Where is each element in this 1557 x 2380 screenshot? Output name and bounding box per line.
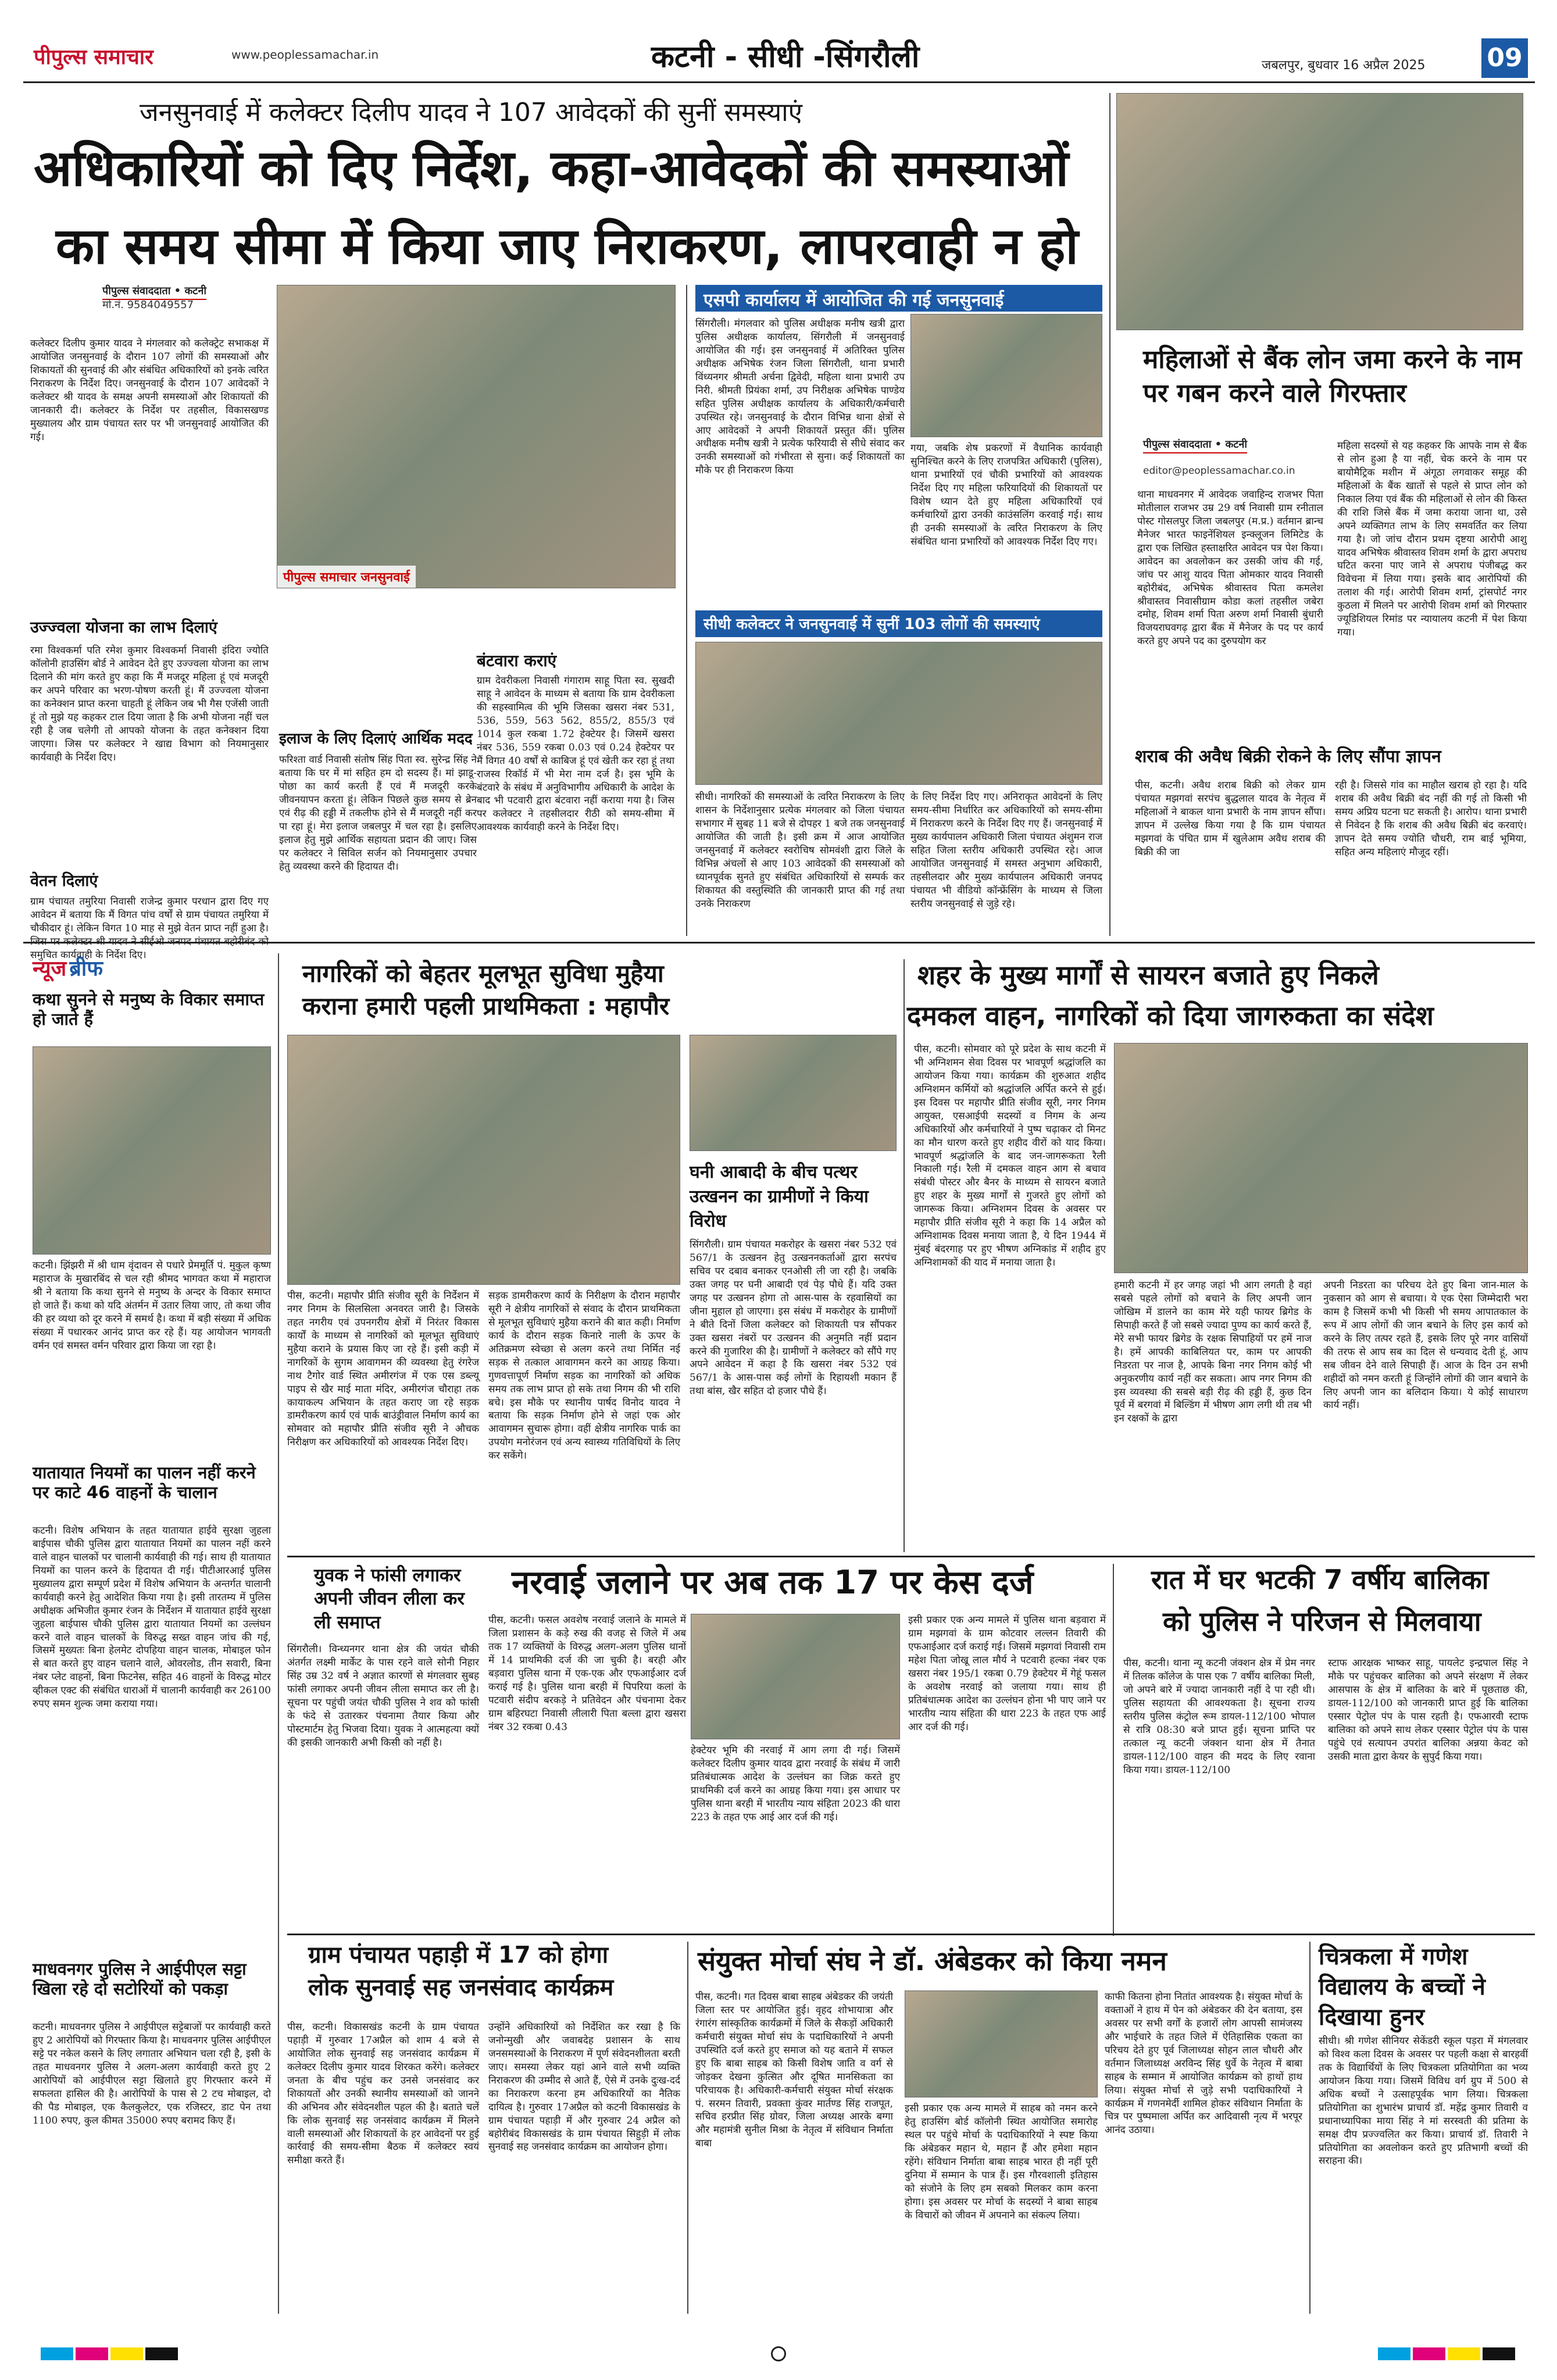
panchayat-text-left: पीस, कटनी। विकासखंड कटनी के ग्राम पंचायत पहाड़ी में गुरुवार 17अप्रैल को शाम 4 बजे से आयोजित लोक सुनवाई सह जनसंवाद कार्यक्रम में कलेक्टर दिलीप कुमार यादव शिरकत करेंगे। कलेक्टर जनता के बीच पहुंच कर उनसे जनसंवाद कर शिकायतों और उनकी स्थानीय समस्याओं को जानने की अभिनव और संवेदनशील पहल की है। बताते चलें कि लोक सुनवाई सह जनसंवाद कार्यक्रम में मिलने वाली समस्याओं और शिकायतों के हर आवेदनों पर हुई कार्रवाई की समय-सीमा बैठक में कलेक्टर स्वयं समीक्षा करते हैं। — [287, 2021, 479, 2167]
liquor-text-left: पीस, कटनी। अवैध शराब बिक्री को लेकर ग्राम पंचायत मझगवां सरपंच बुद्धलाल यादव के नेतृत्व में महिलाओं ने बाकल थाना प्रभारी के नाम ज्ञापन सौंपा। ज्ञापन में उल्लेख किया गया है कि ग्राम पंचायत मझगवां के पंचित ग्राम में खुलेआम अवैध शराब की बिक्री की जा — [1135, 780, 1326, 858]
ambedkar-text-mid: इसी प्रकार एक अन्य मामले में साहब को नमन करने हेतु हाउसिंग बोर्ड कॉलोनी स्थित आयोजित समारोह स्थल पर पहुंचे मोर्चा के पदाधिकारियों ने स्पष्ट किया कि अंबेडकर महान थे, महान हैं और हमेशा महान रहेंगे। संविधान निर्माता बाबा साहब भारत ही नहीं पूरी दुनिया में सम्मान के पात्र हैं। इस गौरवशाली इतिहास को संजोने के लिए हम सबको मिलकर काम करना होगा। इस अवसर पर मोर्चा के सदस्यों ने बाबा साहब के विचारों को जीवन में अपनाने का संकल्प लिया। — [905, 2103, 1098, 2221]
sp-hearing-text-right: गया, जबकि शेष प्रकरणों में वैधानिक कार्यवाही सुनिश्चित करने के लिए राजपत्रित अधिकारी (पुलिस), थाना प्रभारियों एवं चौकी प्रभारियों को आवश्यक निर्देश दिए गए महिला फरियादियों की शिकायतों पर विशेष ध्यान देते हुए महिला अधिकारियों एवं कर्मचारियों द्वारा उनकी काउंसलिंग करवाई गई। साथ ही उनकी समस्याओं के त्वरित निराकरण के लिए संबंधित थाना प्रभारियों को आवश्यक निर्देश दिए गए। — [910, 442, 1102, 548]
news-brief-label-1: न्यूज — [33, 957, 67, 981]
loan-email: editor@peoplessamachar.co.in — [1143, 465, 1295, 477]
fire-text-left: पीस, कटनी। सोमवार को पूरे प्रदेश के साथ कटनी में भी अग्निशमन सेवा दिवस पर भावपूर्ण श्रद्धांजलि का आयोजन किया गया। कार्यक्रम की शुरुआत शहीद अग्निशमन कर्मियों को श्रद्धांजलि अर्पित करने से हुई। इस दिवस पर महापौर प्रीति संजीव सूरी, नगर निगम आयुक्त, एसआईपी सदस्यों व निगम के अन्य अधिकारियों और कर्मचारियों ने पुष्प चढ़ाकर दो मिनट का मौन धारण करते हुए शहीद वीरों को याद किया। भावपूर्ण श्रद्धांजलि के बाद जन-जागरूकता रैली निकाली गई। रैली में दमकल वाहन आग से बचाव संबंधी पोस्टर और बैनर के माध्यम से सायरन बजाते हुए शहर के मुख्य मार्गों से गुजरते हुए लोगों को जागरूक किया। अग्निशमन दिवस के अवसर पर महापौर प्रीति संजीव सूरी ने कहा कि 14 अप्रैल को अग्निशामक दिवस मनाया जाता है, ये दिन 1944 में मुंबई बंदरगाह पर हुए भीषण अग्निकांड में शहीद हुए अग्निशामकों की याद में मनाया जाता है। — [914, 1044, 1106, 1268]
girl-headline-2: को पुलिस ने परिजन से मिलवाया — [1163, 1606, 1481, 1637]
ambedkar-headline: संयुक्त मोर्चा संघ ने डॉ. अंबेडकर को किया नमन — [698, 1945, 1167, 1977]
sp-hearing-photo — [910, 314, 1102, 437]
stubble-headline: नरवाई जलाने पर अब तक 17 पर केस दर्ज — [512, 1564, 1034, 1602]
stone-headline: घनी आबादी के बीच पत्थर उत्खनन का ग्रामीणों ने किया विरोध — [690, 1162, 869, 1231]
ambedkar-text-left: पीस, कटनी। गत दिवस बाबा साहब अंबेडकर की जयंती जिला स्तर पर आयोजित हुई। वृहद शोभायात्रा और रंगारंग सांस्कृतिक कार्यक्रमों में जिले के सैकड़ों अधिकारी कर्मचारी संयुक्त मोर्चा संघ के पदाधिकारियों ने अपनी उपस्थिति दर्ज करते हुए समाज को यह बताने में सफल हुए कि बाबा साहब को किसी विशेष जाति व वर्ग से जोड़कर देखना कुत्सित और दूषित मानसिकता का परिचायक है। अधिकारी-कर्मचारी संयुक्त मोर्चा संरक्षक पं. सरमन तिवारी, प्रवक्ता कुंवर मार्तण्ड सिंह राजपूत, सचिव हरप्रीत सिंह ग्रोवर, जिला अध्यक्ष आरके बग्गा और महामंत्री सुनील मिश्रा के नेतृत्व में संविधान निर्माता बाबा — [695, 1991, 893, 2150]
panchayat-text-right: उन्होंने अधिकारियों को निर्देशित कर रखा है कि जनोन्मुखी और जवाबदेह प्रशासन के साथ जनसमस्याओं के निराकरण में पूर्ण संवेदनशीलता बरती जाए। समस्या लेकर यहां आने वाले सभी व्यक्ति निराकरण की उम्मीद से आते हैं, ऐसे में उनके दुःख-दर्द का निराकरण करना हम अधिकारियों का नैतिक दायित्व है। गुरुवार 17अप्रैल को कटनी विकासखंड के ग्राम पंचायत पहाड़ी में और गुरुवार 24 अप्रैल को बहोरीबंद विकासखंड के ग्राम पंचायत सिहुड़ी में लोक सुनवाई सह जनसंवाद कार्यक्रम का आयोजन होगा। — [488, 2021, 680, 2153]
column-rule — [687, 1942, 688, 2314]
ambedkar-photo — [905, 1991, 1098, 2097]
sp-hearing-title: एसपी कार्यालय में आयोजित की गई जनसुनवाई — [695, 285, 1102, 312]
swatch-magenta — [76, 2347, 108, 2360]
swatch-cyan — [41, 2347, 73, 2360]
mayor-headline-1: नागरिकों को बेहतर मूलभूत सुविधा मुहैया — [302, 959, 664, 988]
loan-text-left: थाना माधवनगर में आवेदक जवाहिन्द राजभर पिता मोतीलाल राजभर उम्र 29 वर्ष निवासी ग्राम रनीताल पोस्ट गोसलपुर जिला जबलपुर (म.प्र.) वर्तमान ब्रान्च मैनेजर भारत फाइनेंशियल इन्क्लूजन लिमिटेड के द्वारा एक लिखित हस्ताक्षरित आवेदन पत्र पेश किया। आवेदन का अवलोकन कर उसकी जांच की गई, जांच पर आशु यादव पिता ओमकार यादव निवासी बहोरीबंद, अभिषेक श्रीवास्तव पिता कमलेश श्रीवास्तव निवासीग्राम कोडा कलां तहसील जबेरा दमोह, शिवम शर्मा पिता अरुण शर्मा निवासी बुंधारी विजयराघवगढ़ द्वारा बैंक में मैनेजर के पद पर कार्य करते हुए अपने पद का दुरुपयोग कर — [1137, 489, 1323, 648]
stubble-text-mid: हेक्टेयर भूमि की नरवाई में आग लगा दी गई। जिसमें कलेक्टर दिलीप कुमार यादव द्वारा नरवाई के संबंध में जारी प्रतिबंधात्मक आदेश के उल्लंघन का जिक्र करते हुए प्राथमिकी दर्ज करने का आग्रह किया गया। इस आधार पर पुलिस थाना बरही में भारतीय न्याय संहिता 2023 की धारा 223 के तहत एफ आई आर दर्ज की गई। — [691, 1745, 900, 1823]
police-photo — [1116, 93, 1523, 330]
mayor-photo — [287, 1035, 680, 1285]
news-brief-label-2: ब्रीफ — [69, 957, 103, 981]
column-rule — [1113, 1564, 1114, 1936]
lead-text-3: फरिश्ता वार्ड निवासी संतोष सिंह पिता स्व. सुरेन्द्र सिंह ने बताया कि घर में मां सहित हम दो सदस्य हैं। मां झाडू-पोछा का कार्य करती हैं एवं मैं मजदूरी करके जीवनयापन करता हूं। लेकिन पिछले कुछ समय से ब्रेन एवं रीढ़ की हड्डी में तकलीफ होने से मैं मजदूरी नहीं कर पा रहा हूं। मेरा इलाज जबलपुर में चल रहा है। इसलिए इलाज हेतु मुझे आर्थिक सहायता प्रदान की जाए। जिस पर कलेक्टर ने सिविल सर्जन को नियमानुसार उपचार हेतु व्यवस्था करने की हिदायत दी। — [279, 754, 477, 873]
column-rule — [904, 959, 905, 1552]
brief-3-text: कटनी। माधवनगर पुलिस ने आईपीएल सट्टेबाजों पर कार्यवाही करते हुए 2 आरोपियों को गिरफ्तार किया है। माधवनगर पुलिस आईपीएल सट्टे पर नकेल कसने के लिए लगातार अभियान चला रही है, इसी के तहत माधवनगर पुलिस ने अलग-अलग कार्यवाही करते हुए 2 आरोपियों को आईपीएल सट्टा खिलाते हुए गिरफ्तार करने में सफलता हासिल की है। आरोपियों के पास से 2 टच मोबाइल, दो की पैड मोबाइल, एक कैलकुलेटर, एक रजिस्टर, डाट पेन तथा 1100 रुपए, कुल कीमत 35000 रुपए बरामद किए हैं। — [33, 2021, 271, 2127]
swatch-black — [1483, 2347, 1515, 2360]
painting-headline: चित्रकला में गणेश विद्यालय के बच्चों ने दिखाया हुनर — [1319, 1943, 1485, 2031]
stone-text: सिंगरौली। ग्राम पंचायत मकरोहर के खसरा नंबर 532 एवं 567/1 के उत्खनन हेतु उत्खननकर्ताओं द्वारा सरपंच सचिव पर दबाव बनाकर एनओसी ली जा रही है। जबकि उक्त जगह पर घनी आबादी एवं पेड़ पौधे हैं। यदि उक्त जगह पर उत्खनन होगा तो आस-पास के रहवासियों का जीना मुहाल हो जाएगा। इस संबंध में मकरोहर के ग्रामीणों ने बीते दिनों जिला कलेक्टर को शिकायती पत्र सौंपकर उक्त खसरा नंबरों पर उत्खनन की अनुमति नहीं प्रदान करने की गुजारिश की है। ग्रामीणों ने कलेक्टर को सौंपे गए अपने आवेदन में कहा है कि खसरा नंबर 532 एवं 567/1 के आस-पास कई लोगों के रिहायशी मकान हैं तथा बांस, खैर सहित दो हजार पौधे हैं। — [690, 1239, 897, 1398]
sidhi-hearing-text-right: के लिए निर्देश दिए गए। अनिराकृत आवेदनों के लिए समय-सीमा निर्धारित कर अधिकारियों को समय-सीमा में निराकरण करने के निर्देश दिए गए हैं। जनसुनवाई में मुख्य कार्यपालन अधिकारी जिला पंचायत अंशुमन राज सहित जिला स्तरीय अधिकारी उपस्थित रहे। आज आयोजित जनसुनवाई में समस्त अनुभाग अधिकारी, तहसीलदार और मुख्य कार्यपालन अधिकारी जनपद पंचायत भी वीडियो कॉन्फ्रेंसिंग के माध्यम से जिला स्तरीय जनसुनवाई से जुड़े रहे। — [910, 791, 1102, 910]
fire-text-right: अपनी निडरता का परिचय देते हुए बिना जान-माल के नुकसान को आग से बचाया। ये एक ऐसा जिम्मेदारी भरा काम है जिसमें कभी भी किसी भी समय आपातकाल के रूप में आप लोगों की जान बचाने के लिए इस कार्य को करने के लिए तत्पर रहते हैं, इसके लिए पूरे नगर वासियों की तरफ से आप सब का दिल से धन्यवाद देती हूं, आप सब जीवन देने वाले सिपाही हैं। आज के दिन उन सभी शहीदों को नमन करती हूं जिन्होंने लोगों की जान बचाने के लिए अपनी जान का बलिदान किया। ये कोई साधारण कार्य नहीं। — [1323, 1280, 1528, 1411]
youth-text: सिंगरौली। विन्ध्यनगर थाना क्षेत्र की जयंत चौकी अंतर्गत लक्ष्मी मार्केट के पास रहने वाले सोनी निहार सिंह उम्र 32 वर्ष ने अज्ञात कारणों से मंगलवार सुबह फांसी लगाकर अपनी जीवन लीला समाप्त कर ली है। सूचना पर पहुंची जयंत चौकी पुलिस ने शव को फांसी के फंदे से उतारकर पंचनामा तैयार किया और पोस्टमार्टम हेतु भिजवा दिया। युवक ने आत्महत्या क्यों की इसकी जानकारी अभी किसी को नहीं है। — [287, 1643, 479, 1749]
painting-text: सीधी। श्री गणेश सीनियर सेकेंडरी स्कूल पड़रा में मंगलवार को विश्व कला दिवस के अवसर पर पहली कक्षा से बारहवीं तक के विद्यार्थियों के लिए चित्रकला प्रतियोगिता का भव्य आयोजन किया गया। जिसमें विविध वर्ग ग्रुप में 500 से अधिक बच्चों ने उत्साहपूर्वक भाग लिया। चित्रकला प्रतियोगिता का शुभारंभ प्राचार्य डॉ. महेंद्र कुमार तिवारी व प्रधानाध्यापिका माया सिंह ने मां सरस्वती की प्रतिमा के समक्ष दीप प्रज्ज्वलित कर किया। प्राचार्य डॉ. तिवारी ने प्रतियोगिता का अवलोकन करते हुए प्रतिभागी बच्चों की सराहना की। — [1319, 2035, 1528, 2167]
loan-headline: महिलाओं से बैंक लोन जमा करने के नाम पर गबन करने वाले गिरफ्तार — [1143, 345, 1522, 409]
liquor-headline: शराब की अवैध बिक्री रोकने के लिए सौंपा ज्ञापन — [1135, 746, 1441, 767]
swatch-magenta — [1413, 2347, 1445, 2360]
fire-headline-1: शहर के मुख्य मार्गों से सायरन बजाते हुए निकले — [917, 959, 1379, 991]
stubble-text-right: इसी प्रकार एक अन्य मामले में पुलिस थाना बड़वारा में ग्राम मझगवां के ग्राम कोटवार लल्लन तिवारी की एफआईआर दर्ज कराई गई। जिसमें मझगवां निवासी राम महेश पिता जोखू लाल मौर्य ने पटवारी हल्का नंबर एक खसरा नंबर 195/1 रकबा 0.79 हेक्टेयर में गेहूं फसल के अवशेष नरवाई को जलाया गया। साथ ही प्रतिबंधात्मक आदेश का उल्लंघन होना भी पाए जाने पर भारतीय न्याय संहिता की धारा 223 के तहत एफ आई आर दर्ज की गई। — [908, 1614, 1106, 1733]
swatch-yellow — [110, 2347, 143, 2360]
website-url: www.peoplessamachar.in — [231, 48, 379, 62]
loan-text-right: महिला सदस्यों से यह कहकर कि आपके नाम से बैंक से लोन हुआ है या नहीं, चेक करने के नाम पर बायोमैट्रिक मशीन में अंगूठा लगवाकर समूह की महिलाओं के बैंक खातों से पहले से प्राप्त लोन को निकाल लिया एवं बैंक की महिलाओं से लोन की किस्त की राशि जिसे बैंक में जमा कराया जाना था, उसे अपने व्यक्तिगत लाभ के लिए समवर्तित कर लिया गया है। जो जांच दौरान प्रथम दृष्टया आरोपी आशु यादव अभिषेक श्रीवास्तव शिवम शर्मा के द्वारा अपराध घटित करना पाए जाने से अपराध पंजीबद्ध कर विवेचना में लिया गया। इसके बाद आरोपियों की तलाश की गई। आरोपी शिवम शर्मा, ट्रांसपोर्ट नगर कुठला में मिलने पर आरोपी शिवम शर्मा को गिरफ्तार ज्यूडिशियल रिमांड पर न्यायालय कटनी में पेश किया गया। — [1337, 440, 1527, 639]
lead-mobile: मो.नं. 9584049557 — [102, 299, 194, 311]
road-photo — [690, 1035, 897, 1151]
news-brief-label — [33, 953, 265, 985]
mayor-text-left: पीस, कटनी। महापौर प्रीति संजीव सूरी के निर्देशन में नगर निगम के सिलसिला अनवरत जारी है। जिसके तहत नगरीय एवं उपनगरीय क्षेत्रों में निरंतर विकास कार्यों के माध्यम से नागरिकों को मूलभूत सुविधाएं मुहैया कराने के प्रयास किए जा रहे हैं। इसी कड़ी में नागरिकों के सुगम आवागमन की व्यवस्था हेतु रंगरेज नाथ टैगोर वार्ड स्थित अमीरगंज में एक एस डब्ल्यू पाइप से खैर माई माता मंदिर, अमीरगंज चौराहा तक कायाकल्प अभियान के तहत कराए जा रहे सड़क डामरीकरण कार्य एवं पार्क बाउंड्रीवाल निर्माण कार्य का सोमवार को महापौर प्रीति संजीव सूरी ने औचक निरीक्षण कर अधिकारियों को आवश्यक निर्देश दिए। — [287, 1290, 479, 1449]
lead-headline-1: अधिकारियों को दिए निर्देश, कहा-आवेदकों की समस्याओं — [34, 140, 1069, 198]
lead-byline: पीपुल्स संवाददाता • कटनी — [102, 284, 206, 300]
lead-headline-2: का समय सीमा में किया जाए निराकरण, लापरवाही न हो — [56, 217, 1079, 276]
dateline: जबलपुर, बुधवार 16 अप्रैल 2025 — [1262, 58, 1426, 73]
brief-1-text: कटनी। झिंझरी में श्री धाम वृंदावन से पधारे प्रेममूर्ति पं. मुकुल कृष्ण महाराज के मुखारबिंद से चल रही श्रीमद भागवत कथा में महाराज श्री ने बताया कि कथा सुनने से मनुष्य के अन्दर के विकार समाप्त हो जाते हैं। कथा को यदि अंतर्मन में उतार लिया जाए, तो कथा जीव की हर व्यथा को दूर करने में समर्थ है। कथा में बड़ी संख्या में अधिक संख्या में पधारकर आनंद प्राप्त कर रहे हैं। यह आयोजन भागवती वर्मन एवं समस्त वर्मन परिवार द्वारा किया जा रहा है। — [33, 1260, 271, 1352]
lead-text-1: रमा विश्वकर्मा पति रमेश कुमार विश्वकर्मा निवासी इंदिरा ज्योति कॉलोनी हाउसिंग बोर्ड ने आवेदन देते हुए उज्ज्वला योजना का लाभ दिलाने की मांग करते हुए कहा कि मैं मजदूर महिला हूं एवं मजदूरी कर अपने परिवार का भरण-पोषण करती हूं। मैं उज्ज्वला योजना का कनेक्शन प्राप्त करना चाहती हूं लेकिन जब भी गैस एजेंसी जाती हूं तो मुझे यह कहकर टाल दिया जाता है कि अभी योजना नहीं चल रही है जब चलेगी तो आपको योजना के तहत कनेक्शन दिया जाएगा। जिस पर कलेक्टर ने खाद्य विभाग को नियमानुसार कार्यवाही के निर्देश दिए। — [30, 645, 269, 763]
lead-sub-2: वेतन दिलाएं — [30, 872, 98, 890]
column-rule — [1309, 1942, 1310, 2314]
masthead — [0, 0, 1557, 81]
sidhi-hearing-title: सीधी कलेक्टर ने जनसुनवाई में सुनीं 103 लोगों की समस्याएं — [695, 610, 1102, 637]
section-rule — [23, 942, 1535, 944]
brief-1-headline: कथा सुनने से मनुष्य के विकार समाप्त हो जाते हैं — [33, 989, 265, 1030]
lead-sub-1: उज्ज्वला योजना का लाभ दिलाएं — [30, 619, 217, 637]
mayor-headline-2: कराना हमारी पहली प्राथमिकता : महापौर — [302, 992, 670, 1020]
loan-byline: पीपुल्स संवाददाता • कटनी — [1143, 437, 1247, 453]
registration-mark — [771, 2346, 786, 2361]
lead-sub-4: बंटवारा कराएं — [477, 651, 557, 670]
mayor-text-right: सड़क डामरीकरण कार्य के निरीक्षण के दौरान महापौर सूरी ने क्षेत्रीय नागरिकों से संवाद के दौरान प्राथमिकता से मूलभूत सुविधाएं मुहैया कराने की बात कही। निर्माण कार्य के दौरान सड़क किनारे नाली के ऊपर के अतिक्रमण स्वेच्छा से अलग करने तथा निर्मित नई सड़क से तत्काल आवागमन करने का आग्रह किया। गुणवत्तापूर्ण निर्माण सड़क का नागरिकों को अधिक समय तक लाभ प्राप्त हो सके तथा निगम की भी राशि बचे। इस मौके पर स्थानीय पार्षद विनोद यादव ने बताया कि सड़क निर्माण होने से जहां एक ओर आवागमन सुचारू होगा। वहीं क्षेत्रीय नागरिक पार्क का उपयोग मनोरंजन एवं अन्य स्वास्थ्य गतिविधियों के लिए कर सकेंगे। — [488, 1290, 680, 1462]
lead-text-2-cont — [279, 599, 477, 686]
brief-3-headline: माधवनगर पुलिस ने आईपीएल सट्टा खिला रहे दो सटोरियों को पकड़ा — [33, 1959, 247, 1999]
youth-headline: युवक ने फांसी लगाकर अपनी जीवन लीला कर ली समाप्त — [314, 1565, 465, 1633]
girl-text-right: स्टाफ आरक्षक भाष्कर साहू, पायलेट इन्द्रपाल सिंह ने मौके पर पहुंचकर बालिका को अपने संरक्षण में लेकर आसपास के क्षेत्र में बालिका के बारे में पूछताछ की, डायल-112/100 को जानकारी प्राप्त हुई कि बालिका एस्सार पेट्रोल पंप के पास रहती है। एफआरवी स्टाफ बालिका को अपने साथ लेकर एस्सार पेट्रोल पंप के पास पहुंचे एवं सत्यापन उपरांत बालिका अन्नया केवट को उसकी माता द्वारा केयर के सुपुर्द किया गया। — [1328, 1657, 1528, 1763]
ambedkar-text-right: काफी कितना होना नितांत आवश्यक है। संयुक्त मोर्चा के वक्ताओं ने हाथ में पेन को अंबेडकर की देन बताया, इस अवसर पर सभी वर्गों के हजारों लोग आपसी सामंजस्य और भाईचारे के तहत जिले में ऐतिहासिक एकता का परिचय देते हुए पूर्व जिलाध्यक्ष सोहन लाल चौधरी और वर्तमान जिलाध्यक्ष अरविन्द सिंह धुर्वे के नेतृत्व में बाबा साहब के सम्मान में आयोजित कार्यक्रम को हाथों हाथ लिया। संयुक्त मोर्चा से जुड़े सभी पदाधिकारियों ने कार्यक्रम में गणनमेर्दी शामिल होकर संविधान निर्माता के चित्र पर पुष्पमाला अर्पित कर आदिवासी नृत्य में भरपूर आनंद उठाया। — [1105, 1991, 1302, 2136]
fire-photo — [1114, 1043, 1528, 1273]
page-number: 09 — [1481, 38, 1528, 78]
lead-text-2: ग्राम पंचायत तमुरिया निवासी राजेन्द्र कुमार परधान द्वारा दिए गए आवेदन में बताया कि मैं विगत पांच वर्षों से ग्राम पंचायत तमुरिया में चौकीदार हूं। लेकिन विगत 10 माह से मुझे वेतन प्राप्त नहीं हुआ है। समुचित कार्यवाही के निर्देश दिए। — [30, 896, 269, 961]
panchayat-headline-2: लोक सुनवाई सह जनसंवाद कार्यक्रम — [308, 1974, 614, 2001]
sidhi-hearing-photo — [695, 642, 1102, 785]
lead-kicker: जनसुनवाई में कलेक्टर दिलीप यादव ने 107 आवेदकों की सुनीं समस्याएं — [140, 98, 802, 127]
brief-1-photo — [33, 1046, 271, 1255]
section-rule — [287, 1556, 1535, 1557]
lead-photo — [277, 285, 676, 588]
section-title: कटनी - सीधी -सिंगरौली — [651, 40, 920, 74]
fire-text-mid: हमारी कटनी में हर जगह जहां भी आग लगती है वहां सबसे पहले लोगों को बचाने के लिए अपनी जान जोखिम में डालने का काम मेरे यही फायर ब्रिगेड के सिपाही करते हैं जो सबसे ज्यादा पुण्य का कार्य करते हैं, मेरे सभी फायर ब्रिगेड के रक्षक सिपाहियों पर हमें नाज है। हमें आपकी काबिलियत पर, काम पर आपकी निडरता पर नाज है, आपके बिना नगर निगम कोई भी अनुकरणीय कार्य नहीं कर सकता। आप नगर निगम की इस व्यवस्था की सबसे बड़ी रीढ़ की हड्डी हैं, कुछ दिन पूर्व में बरगवां में बिल्डिंग में भीषण आग लगी थी तब भी इन रक्षकों के द्वारा — [1114, 1280, 1312, 1425]
column-rule — [278, 953, 279, 2314]
stubble-photo — [691, 1614, 900, 1739]
sp-hearing-text-left: सिंगरौली। मंगलवार को पुलिस अधीक्षक मनीष खत्री द्वारा पुलिस अधीक्षक कार्यालय, सिंगरौली में जनसुनवाई आयोजित की गई। इस जनसुनवाई में अतिरिक्त पुलिस अधीक्षक अभिषेक रंजन जिला सिंगरौली, थाना प्रभारी विंध्यनगर श्रीमती अर्चना द्विवेदी, महिला थाना प्रभारी उप निरी. श्रीमती प्रियंका शर्मा, उप निरीक्षक अभिषेक पाण्डेय सहित पुलिस अधीक्षक कार्यालय के अधिकारी/कर्मचारी उपस्थित रहे। जनसुनवाई के दौरान विभिन्न थाना क्षेत्रों से आए आवेदकों ने अपनी शिकायतें प्रस्तुत कीं। पुलिस अधीक्षक मनीष खत्री ने प्रत्येक फरियादी से सीधे संवाद कर उनकी समस्याओं को गंभीरता से सुना। कई शिकायतों का मौके पर ही निराकरण किया — [695, 318, 905, 477]
masthead-rule — [23, 81, 1535, 83]
liquor-text-right: रही है। जिससे गांव का माहौल खराब हो रहा है। यदि शराब की अवैध बिक्री बंद नहीं की गई तो किसी भी समय अप्रिय घटना घट सकती है। आरोप। थाना प्रभारी से निवेदन है कि शराब की अवैध बिक्री बंद करवाएं। ज्ञापन देते समय ज्योति चौधरी, राम बाई भूमिया, सहित अन्य महिलाएं मौजूद रहीं। — [1335, 780, 1527, 858]
girl-text-left: पीस, कटनी। थाना न्यू कटनी जंक्शन क्षेत्र में प्रेम नगर में तिलक कॉलेज के पास एक 7 वर्षीय बालिका मिली, जो अपने बारे में ज्यादा जानकारी नहीं दे पा रही थी। पुलिस सहायता की आवश्यकता है। सूचना राज्य स्तरीय पुलिस कंट्रोल रूम डायल-112/100 भोपाल से रात्रि 08:30 बजे प्राप्त हुई। सूचना प्राप्ति पर तत्काल न्यू कटनी जंक्शन थाना क्षेत्र में तैनात डायल-112/100 वाहन की मदद के लिए रवाना किया गया। डायल-112/100 — [1123, 1657, 1315, 1776]
fire-headline-2: दमकल वाहन, नागरिकों को दिया जागरुकता का संदेश — [907, 1000, 1434, 1031]
brand-logo: पीपुल्स समाचार — [34, 45, 153, 69]
lead-intro: कलेक्टर दिलीप कुमार यादव ने मंगलवार को कलेक्ट्रेट सभाकक्ष में आयोजित जनसुनवाई के दौरान 107 लोगों की समस्याओं और शिकायतों की सुनवाई की और संबंधित अधिकारियों को इनके त्वरित निराकरण के निर्देश दिए। जनसुनवाई के दौरान 107 आवेदकों ने कलेक्टर श्री यादव के समक्ष अपनी समस्याओं और शिकायतों की जानकारी दी। कलेक्टर के निर्देश पर तहसील, विकासखण्ड मुख्यालय और ग्राम पंचायत स्तर पर भी जनसुनवाई आयोजित की गई। — [30, 338, 269, 443]
sidhi-hearing-text-left: सीधी। नागरिकों की समस्याओं के त्वरित निराकरण के लिए शासन के निर्देशानुसार प्रत्येक मंगलवार को जिला पंचायत सभागार में सुबह 11 बजे से दोपहर 1 बजे तक जनसुनवाई आयोजित की जाती है। इसी क्रम में आज आयोजित जनसुनवाई में कलेक्टर स्वरोचिष सोमवंशी द्वारा जिले के विभिन्न अंचलों से आए 103 आवेदकों की समस्याओं को ध्यानपूर्वक सुनते हुए संबंधित अधिकारियों से सम्पर्क कर शिकायत की वस्तुस्थिति की जानकारी प्राप्त की गई तथा उनके निराकरण — [695, 791, 905, 910]
column-rule — [1109, 93, 1110, 936]
panchayat-headline-1: ग्राम पंचायत पहाड़ी में 17 को होगा — [308, 1942, 609, 1968]
photo-tag: पीपुल्स समाचार जनसुनवाई — [277, 566, 416, 588]
stubble-text-left: पीस, कटनी। फसल अवशेष नरवाई जलाने के मामले में जिला प्रशासन के कड़े रुख की वजह से जिले में अब तक 17 व्यक्तियों के विरुद्ध अलग-अलग पुलिस थानों में 14 प्राथमिकी दर्ज की जा चुकी है। बरही और बड़वारा पुलिस थाना में एक-एक और एफआईआर दर्ज कराई गई है। पुलिस थाना बरही में पिपरिया कलां के पटवारी संदीप बरकड़े ने प्रतिवेदन और पंचनामा देकर ग्राम बहिरघटा निवासी लीलारी पिता बल्ला द्वारा खसरा नंबर 32 रकबा 0.43 — [488, 1614, 686, 1733]
registration-strip — [0, 2337, 1557, 2372]
girl-headline-1: रात में घर भटकी 7 वर्षीय बालिका — [1151, 1564, 1489, 1595]
brief-2-headline: यातायात नियमों का पालन नहीं करने पर काटे 46 वाहनों के चालान — [33, 1463, 256, 1503]
swatch-yellow — [1448, 2347, 1480, 2360]
swatch-black — [145, 2347, 178, 2360]
swatch-cyan — [1378, 2347, 1410, 2360]
lead-sub-3: इलाज के लिए दिलाएं आर्थिक मदद — [279, 730, 473, 748]
section-rule — [287, 1934, 1535, 1935]
column-rule — [686, 285, 687, 936]
brief-2-text: कटनी। विशेष अभियान के तहत यातायात हाईवे सुरक्षा जुहला बाईपास चौकी पुलिस द्वारा यातायात नियमों का पालन नहीं करने वाले वाहन चालकों पर चालानी कार्यवाही की गई। साथ ही यातायात नियमों का पालन करने के हिदायत दी गई। पीटीआरआई पुलिस मुख्यालय द्वारा सम्पूर्ण प्रदेश में विशेष अभियान के अन्तर्गत चालानी कार्यवाही करने हेतु आदेशित किया गया है। इसी तारतम्य में पुलिस अधीक्षक अभिजीत कुमार रंजन के निर्देशन में यातायात हाईवे सुरक्षा जुहला बाईपास चौकी पुलिस द्वारा यातायात नियमों का उल्लंघन करने वाले वाहन चालकों के विरुद्ध सख्त वाहन जांच की गई, जिसमें मुख्यतः बिना हेलमेट दोपहिया वाहन चालक, मोबाइल फोन से बात करते हुए वाहन चलाने वाले, ओवरलोड, तीन सवारी, बिना नंबर प्लेट वाहनों, बिना फिटनेस, सहित 46 वाहनों के विरुद्ध मोटर व्हीकल एक्ट की संबंधित धाराओं में चालानी कार्यवाही कर 26100 रुपए समन शुल्क जमा कराया गया। — [33, 1525, 271, 1710]
lead-text-4: ग्राम देवरीकला निवासी गंगाराम साहू पिता स्व. सुखदी साहू ने आवेदन के माध्यम से बताया कि ग्राम देवरीकला की सहस्वामित्व की भूमि जिसका खसरा नंबर 531, 536, 559, 563 562, 855/2, 855/3 एवं 1014 कुल रकबा 1.72 हेक्टेयर है। जिसमें खसरा नंबर 536, 559 रकबा 0.03 एवं 0.24 हेक्टेयर पर मैं विगत 40 वर्षों से काबिज हूं एवं खेती कर रहा हूं तथा राजस्व रिकॉर्ड में भी मेरा नाम दर्ज है। इस भूमि के बंटवारे के संबंध में अनुविभागीय अधिकारी के आदेश के बाद भी पटवारी द्वारा बंटवारा नहीं कराया गया है। जिस पर कलेक्टर ने तहसीलदार रीठी को समय-सीमा में आवश्यक कार्यवाही करने के निर्देश दिए। — [477, 675, 674, 834]
